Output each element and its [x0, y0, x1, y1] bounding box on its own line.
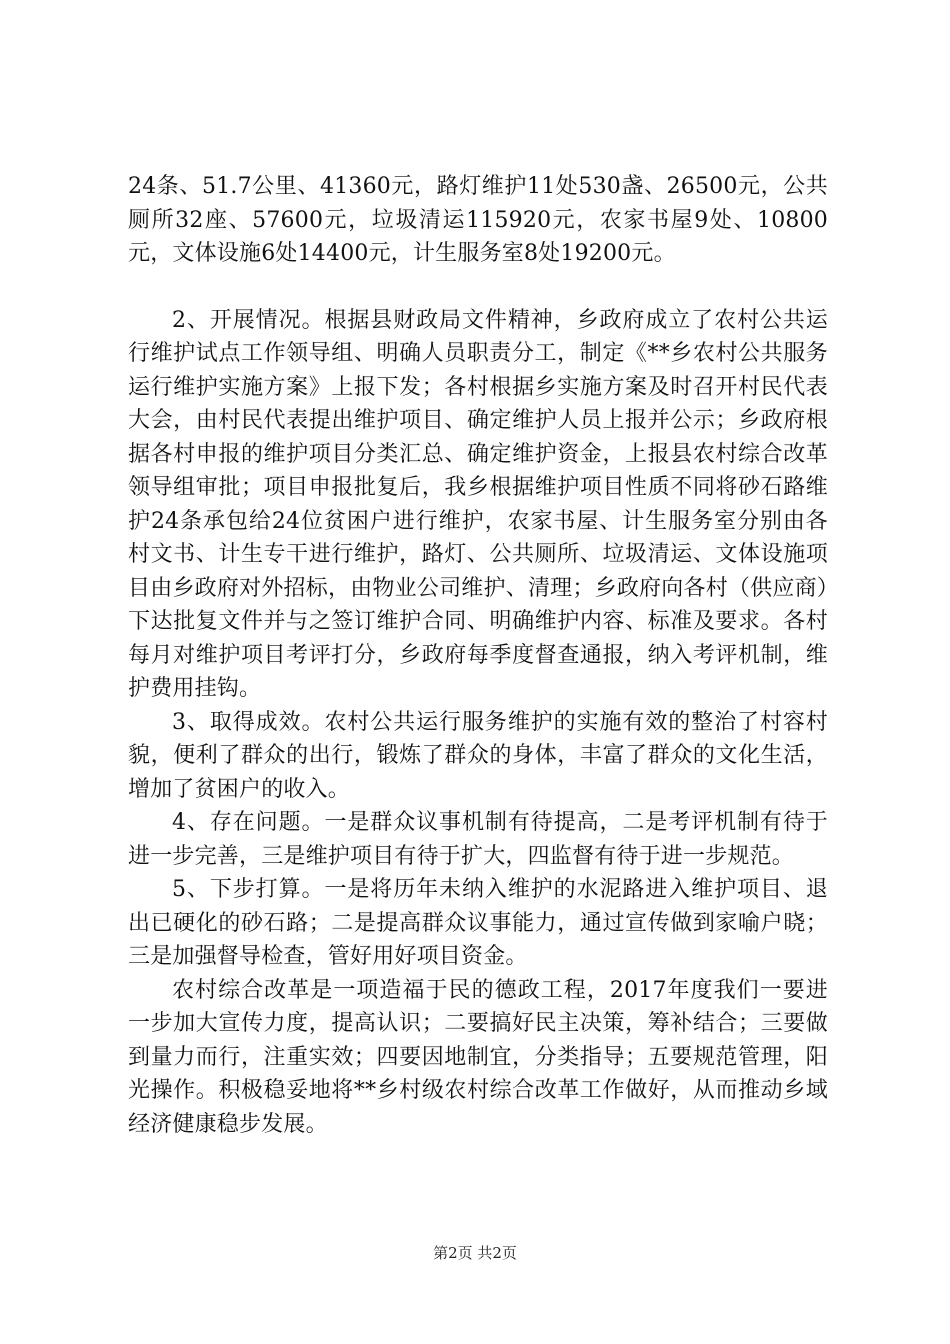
paragraph-implementation: 2、开展情况。根据县财政局文件精神，乡政府成立了农村公共运行维护试点工作领导组、明确人员职责分工，制定《**乡农村公共服务运行维护实施方案》上报下发；各村根据乡实施方案及时召开村民代表大会，由村民代表提出维护项目、确定维护人员上报并公示；乡政府根据各村申报的维护项目分类汇总、确定维护资金，上报县农村综合改革领导组审批；项目申报批复后，我乡根据维护项目性质不同将砂石路维护24条承包给24位贫困户进行维护，农家书屋、计生服务室分别由各村文书、计生专干进行维护，路灯、公共厕所、垃圾清运、文体设施项目由乡政府对外招标，由物业公司维护、清理；乡政府向各村（供应商）下达批复文件并与之签订维护合同、明确维护内容、标准及要求。各村每月对维护项目考评打分，乡政府每季度督查通报，纳入考评机制，维护费用挂钩。	[128, 307, 828, 701]
document-body	[128, 170, 828, 1141]
paragraph-conclusion: 农村综合改革是一项造福于民的德政工程，2017年度我们一要进一步加大宣传力度，提高认识；二要搞好民主决策，筹补结合；三要做到量力而行，注重实效；四要因地制宜，分类指导；五要规范管理，阳光操作。积极稳妥地将**乡村级农村综合改革工作做好，从而推动乡域经济健康稳步发展。	[128, 977, 828, 1137]
page-number: 第2页 共2页	[433, 1244, 517, 1262]
paragraph-problems: 4、存在问题。一是群众议事机制有待提高，二是考评机制有待于进一步完善，三是维护项目有待于扩大，四监督有待于进一步规范。	[128, 810, 828, 869]
paragraph-next-steps: 5、下步打算。一是将历年未纳入维护的水泥路进入维护项目、退出已硬化的砂石路；二是提高群众议事能力，通过宣传做到家喻户晓；三是加强督导检查，管好用好项目资金。	[128, 877, 828, 969]
paragraph-results: 3、取得成效。农村公共运行服务维护的实施有效的整治了村容村貌，便利了群众的出行，锻炼了群众的身体，丰富了群众的文化生活，增加了贫困户的收入。	[128, 709, 828, 802]
paragraph-funding-summary: 24条、51.7公里、41360元，路灯维护11处530盏、26500元，公共厕所32座、57600元，垃圾清运115920元，农家书屋9处、10800元，文体设施6处14400元，计生服务室8处19200元。	[128, 174, 828, 266]
page-footer	[0, 1243, 950, 1263]
